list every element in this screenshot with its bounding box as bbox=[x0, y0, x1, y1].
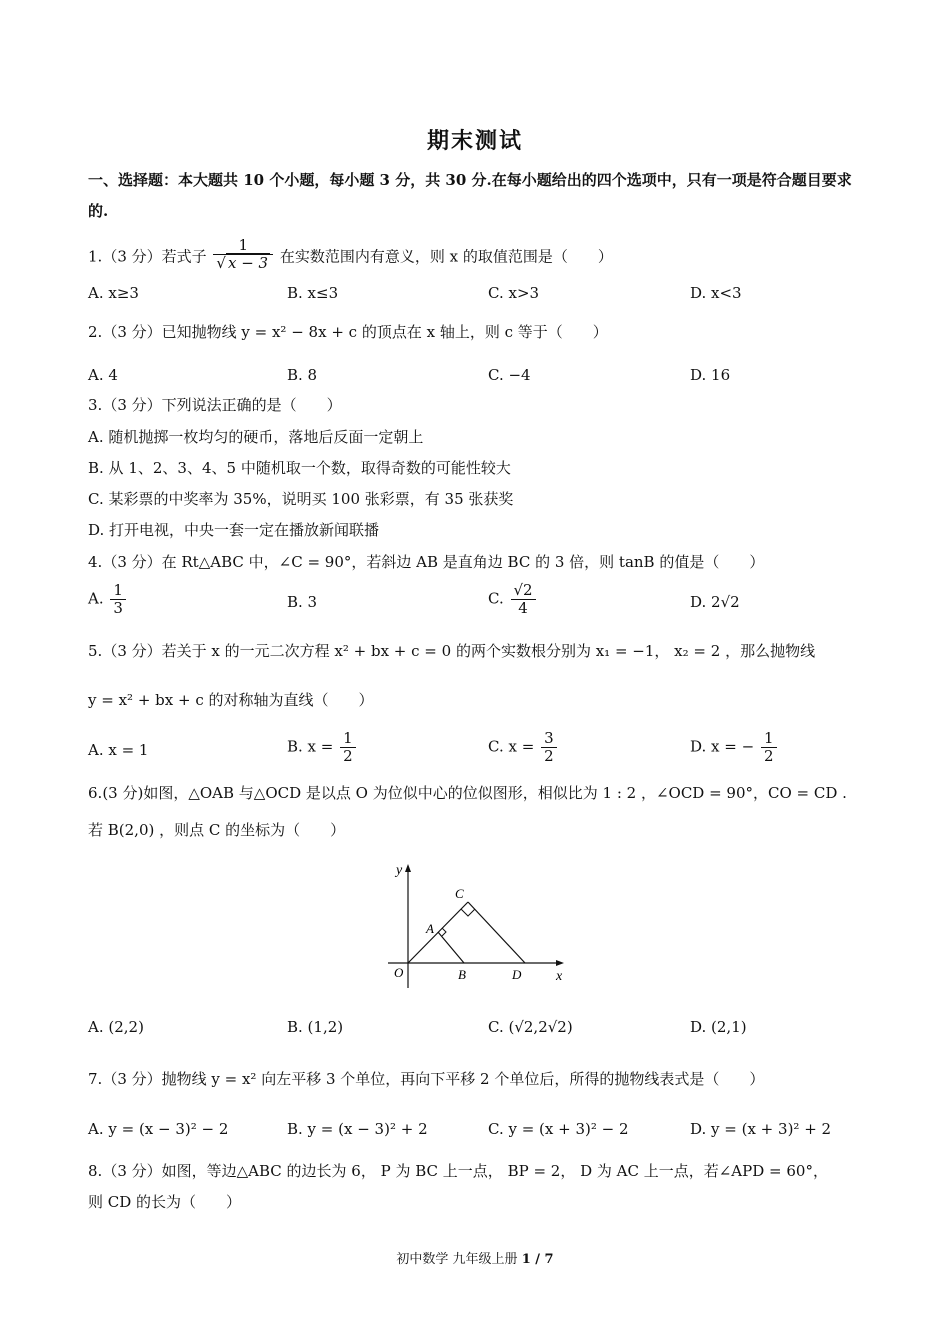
question-7 bbox=[88, 1069, 878, 1089]
option-b: B. (1,2) bbox=[287, 1018, 344, 1036]
x-axis-arrow bbox=[556, 960, 564, 966]
option-d: D. 打开电视，中央一套一定在播放新闻联播 bbox=[88, 521, 380, 539]
option-c: C. 某彩票的中奖率为 35%，说明买 100 张彩票，有 35 张获奖 bbox=[88, 490, 514, 508]
y-axis-arrow bbox=[405, 864, 411, 872]
question-score: （3 分） bbox=[102, 1162, 162, 1180]
option-a: A. y = (x − 3)² − 2 bbox=[88, 1120, 229, 1138]
label-b: B bbox=[458, 967, 466, 982]
option-d: D. 16 bbox=[690, 366, 731, 384]
option-b: B. y = (x − 3)² + 2 bbox=[287, 1120, 428, 1138]
question-number: 8. bbox=[88, 1162, 103, 1180]
options-row bbox=[88, 1120, 878, 1150]
fraction-denominator: √ x − 3 bbox=[213, 254, 273, 272]
question-text: 若式子 bbox=[161, 247, 207, 266]
question-2 bbox=[88, 322, 878, 342]
question-number: 2. bbox=[88, 323, 103, 341]
question-5 bbox=[88, 641, 878, 661]
option-a: A. (2,2) bbox=[88, 1018, 144, 1036]
fraction: $\frac{1}{3}$ bbox=[110, 582, 126, 617]
option-c: C. (√2,2√2) bbox=[488, 1018, 573, 1036]
option-a: A. x≥3 bbox=[88, 284, 139, 302]
question-score: （3 分） bbox=[102, 553, 162, 571]
label-x: x bbox=[556, 969, 563, 984]
fraction: $\frac{1}{2}$ bbox=[761, 730, 777, 765]
question-number: 6. bbox=[88, 784, 103, 802]
section-heading: 一、选择题：本大题共 10 个小题，每小题 3 分，共 30 分.在每小题给出的四个选项中，只有一项是符合题目要求的. bbox=[88, 171, 852, 220]
question-score: （3 分） bbox=[102, 396, 162, 414]
option-a: A. 随机抛掷一枚均匀的硬币，落地后反面一定朝上 bbox=[88, 428, 424, 446]
option-d: D. (2,1) bbox=[690, 1018, 747, 1036]
options-row bbox=[88, 730, 878, 774]
segment-ab bbox=[438, 932, 464, 963]
options-row bbox=[88, 1018, 878, 1048]
option-c: C. $\frac{√2}{4}$ bbox=[488, 582, 538, 617]
question-score: （3 分） bbox=[102, 1070, 162, 1088]
question-number: 1. bbox=[88, 247, 103, 266]
question-score: （3 分） bbox=[102, 247, 162, 266]
label-c: C bbox=[455, 886, 464, 901]
segment-cd bbox=[468, 902, 525, 963]
option-a: A. x = 1 bbox=[88, 741, 149, 759]
right-angle-a bbox=[442, 928, 446, 936]
question-6-line-2: 若 B(2,0) ，则点 C 的坐标为（ ） bbox=[88, 821, 346, 839]
page-footer bbox=[0, 1248, 950, 1267]
question-text: 若关于 x 的一元二次方程 x² + bx + c = 0 的两个实数根分别为 x₁ = −1， x₂ = 2 ，那么抛物线 bbox=[161, 642, 816, 660]
right-angle-c bbox=[461, 909, 475, 916]
question-number: 5. bbox=[88, 642, 103, 660]
question-5-line-2: y = x² + bx + c 的对称轴为直线（ ） bbox=[88, 691, 374, 709]
question-6 bbox=[88, 783, 878, 803]
option-b: B. x = $\frac{1}{2}$ bbox=[287, 730, 358, 765]
option-b: B. x≤3 bbox=[287, 284, 339, 302]
question-8 bbox=[88, 1161, 878, 1181]
option-a: A. $\frac{1}{3}$ bbox=[88, 582, 128, 617]
label-o: O bbox=[394, 965, 404, 980]
option-b: B. 3 bbox=[287, 593, 318, 611]
options-row bbox=[88, 582, 878, 626]
similar-triangles-figure bbox=[380, 860, 570, 995]
fraction: $\frac{3}{2}$ bbox=[541, 730, 557, 765]
option-b: B. 8 bbox=[287, 366, 318, 384]
question-text: 在 Rt△ABC 中，∠C = 90°，若斜边 AB 是直角边 BC 的 3 倍，则 tanB 的值是（ ） bbox=[161, 553, 765, 571]
option-d: D. x = − $\frac{1}{2}$ bbox=[690, 730, 779, 765]
question-score: （3 分） bbox=[102, 642, 162, 660]
option-c: C. x>3 bbox=[488, 284, 540, 302]
question-text: 下列说法正确的是（ ） bbox=[161, 396, 342, 414]
question-4 bbox=[88, 552, 878, 572]
question-text: 在实数范围内有意义，则 x 的取值范围是（ ） bbox=[279, 247, 613, 266]
option-c: C. −4 bbox=[488, 366, 531, 384]
option-d: D. x<3 bbox=[690, 284, 742, 302]
fraction: $\frac{√2}{4}$ bbox=[511, 582, 536, 617]
fraction: $\frac{1}{2}$ bbox=[340, 730, 356, 765]
label-d: D bbox=[512, 967, 522, 982]
option-c: C. x = $\frac{3}{2}$ bbox=[488, 730, 559, 765]
options-row bbox=[88, 284, 878, 314]
option-d: D. 2√2 bbox=[690, 593, 740, 611]
question-text: 如图，等边△ABC 的边长为 6， P 为 BC 上一点， BP = 2， D 为 AC 上一点，若∠APD = 60°， bbox=[161, 1162, 828, 1180]
options-row bbox=[88, 366, 878, 396]
question-8-line-2: 则 CD 的长为（ ） bbox=[88, 1193, 242, 1211]
question-score: (3 分) bbox=[102, 784, 144, 802]
fraction-numerator: 1 bbox=[238, 236, 249, 254]
question-3 bbox=[88, 395, 878, 415]
option-c: C. y = (x + 3)² − 2 bbox=[488, 1120, 629, 1138]
question-number: 7. bbox=[88, 1070, 103, 1088]
label-y: y bbox=[396, 863, 403, 878]
question-text: 抛物线 y = x² 向左平移 3 个单位，再向下平移 2 个单位后，所得的抛物线表式是（ ） bbox=[161, 1070, 765, 1088]
fraction bbox=[213, 237, 273, 272]
option-a: A. 4 bbox=[88, 366, 118, 384]
label-a: A bbox=[426, 921, 434, 936]
footer-label: 初中数学 九年级上册 bbox=[396, 1252, 518, 1267]
question-number: 4. bbox=[88, 553, 103, 571]
option-b: B. 从 1、2、3、4、5 中随机取一个数，取得奇数的可能性较大 bbox=[88, 459, 511, 477]
page-number: 1 / 7 bbox=[521, 1252, 554, 1267]
question-number: 3. bbox=[88, 396, 103, 414]
page-title: 期末测试 bbox=[426, 128, 523, 154]
question-1 bbox=[88, 236, 878, 275]
question-score: （3 分） bbox=[102, 323, 162, 341]
option-d: D. y = (x + 3)² + 2 bbox=[690, 1120, 832, 1138]
question-text: 已知抛物线 y = x² − 8x + c 的顶点在 x 轴上，则 c 等于（ ） bbox=[161, 323, 608, 341]
question-text: 如图，△OAB 与△OCD 是以点 O 为位似中心的位似图形，相似比为 1 : 2 ，∠OCD = 90°，CO = CD . bbox=[143, 784, 847, 802]
